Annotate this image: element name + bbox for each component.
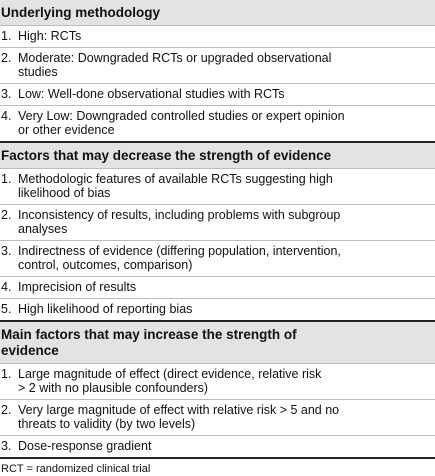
item-number: 2.: [1, 51, 12, 65]
item-number: 2.: [1, 208, 12, 222]
section-heading: Main factors that may increase the strength of evidence: [0, 322, 435, 363]
item-text: Indirectness of evidence (differing population, intervention, control, outcomes, comparison): [18, 244, 341, 272]
item-text: Low: Well-done observational studies with RCTs: [18, 87, 285, 101]
list-item: [0, 399, 435, 435]
section-heading: Factors that may decrease the strength of evidence: [0, 143, 435, 168]
item-text: Inconsistency of results, including problems with subgroup analyses: [18, 208, 341, 236]
list-item: [0, 363, 435, 399]
item-number: 3.: [1, 244, 12, 258]
list-item: [0, 240, 435, 276]
item-text: High: RCTs: [18, 29, 82, 43]
section-underlying-methodology: [0, 0, 435, 141]
item-number: 1.: [1, 29, 12, 43]
item-number: 2.: [1, 403, 12, 417]
list-item: [0, 47, 435, 83]
list-item: [0, 298, 435, 320]
item-number: 4.: [1, 109, 12, 123]
item-text: Moderate: Downgraded RCTs or upgraded observational studies: [18, 51, 332, 79]
item-text: Imprecision of results: [18, 280, 137, 294]
item-text: Very Low: Downgraded controlled studies or expert opinion or other evidence: [18, 109, 345, 137]
section-increase-factors: [0, 320, 435, 457]
item-text: Very large magnitude of effect with relative risk > 5 and no threats to validity (by two levels): [18, 403, 340, 431]
list-item: [0, 105, 435, 141]
item-text: Dose-response gradient: [18, 439, 152, 453]
item-text: Methodologic features of available RCTs suggesting high likelihood of bias: [18, 172, 333, 200]
list-item: [0, 25, 435, 47]
list-item: [0, 168, 435, 204]
list-item: [0, 204, 435, 240]
item-number: 5.: [1, 302, 12, 316]
item-text: High likelihood of reporting bias: [18, 302, 193, 316]
list-item: [0, 276, 435, 298]
section-heading: Underlying methodology: [0, 0, 435, 25]
list-item: [0, 83, 435, 105]
item-text: Large magnitude of effect (direct evidence, relative risk > 2 with no plausible confounders): [18, 367, 322, 395]
item-number: 1.: [1, 172, 12, 186]
item-number: 3.: [1, 439, 12, 453]
item-number: 4.: [1, 280, 12, 294]
section-decrease-factors: [0, 141, 435, 320]
table-footnote: RCT = randomized clinical trial: [0, 457, 435, 476]
item-number: 1.: [1, 367, 12, 381]
list-item: [0, 435, 435, 457]
item-number: 3.: [1, 87, 12, 101]
